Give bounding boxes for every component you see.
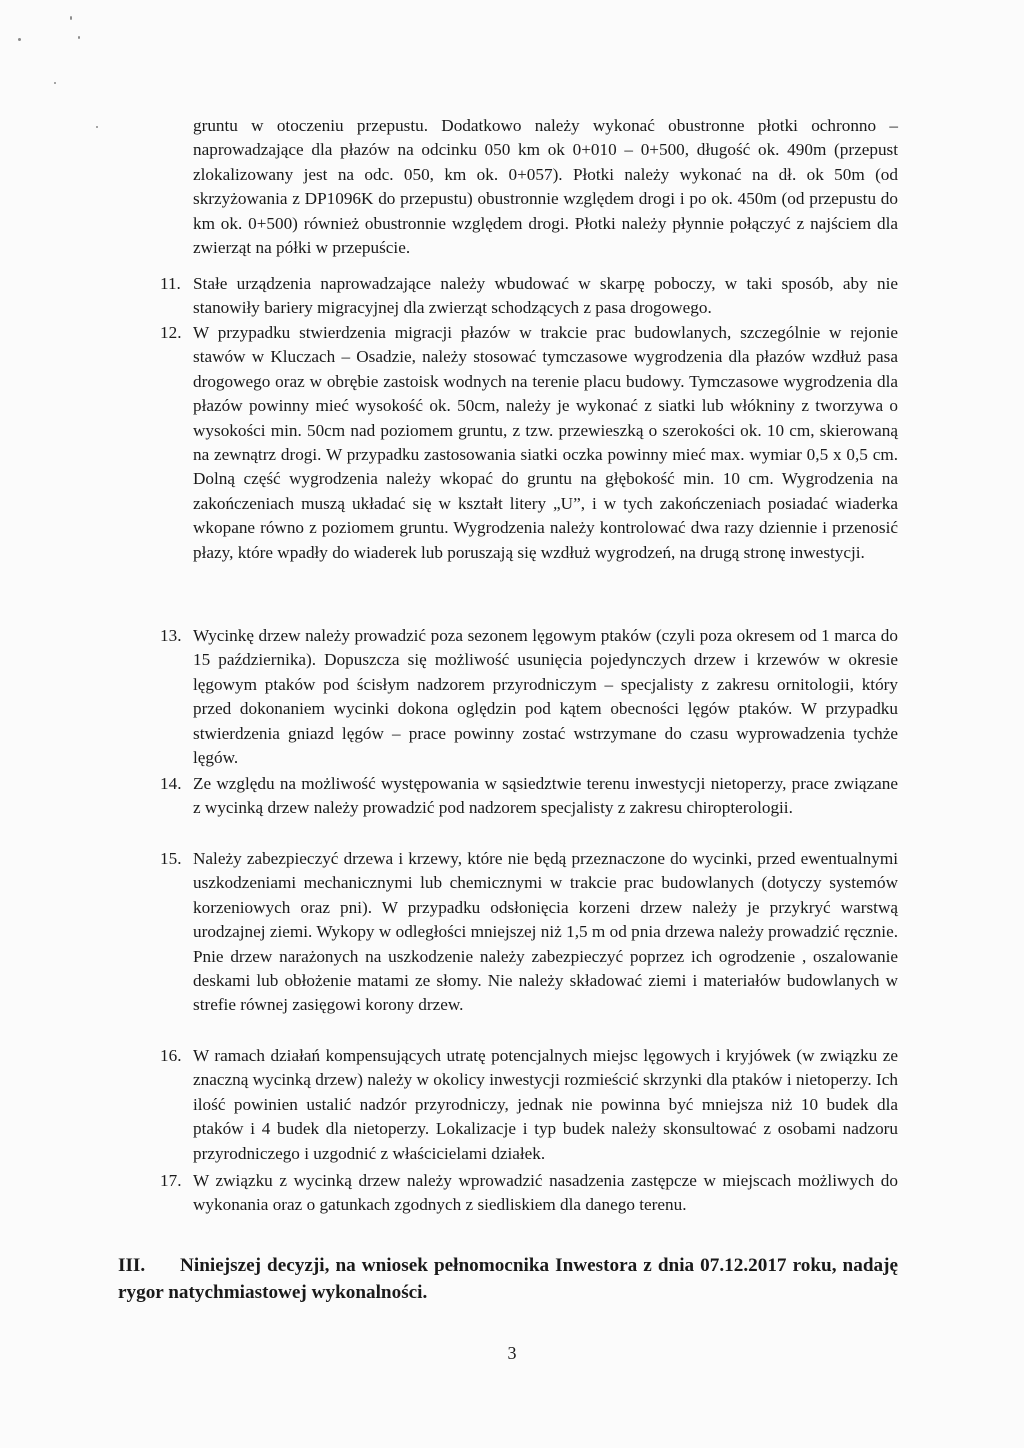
list-item-text: W przypadku stwierdzenia migracji płazów w trakcie prac budowlanych, szczególnie w rejonie stawów w Kluczach – Osadzie, należy stosować tymczasowe wygrodzenia dla płazów wzdłuż pasa drogowego oraz w obrębie zastoisk wodnych na terenie placu budowy. Tymczasowe wygrodzenia dla płazów powinny mieć wysokość ok. 50cm, należy je wykonać z siatki lub włókniny z tworzywa o wysokości min. 50cm nad poziomem gruntu, z tzw. przewieszką o szerokości ok. 10 cm, skierowaną na zewnątrz drogi. W przypadku zastosowania siatki oczka powinny mieć max. wymiar 0,5 x 0,5 cm. Dolną część wygrodzenia należy wkopać do gruntu na głębokość min. 10 cm. Wygrodzenia na zakończeniach muszą układać się w kształt litery „U”, i w tych zakończeniach posiadać wiaderka wkopane równo z poziomem gruntu. Wygrodzenia należy kontrolować dwa razy dziennie i przenosić płazy, które wpadły do wiaderek lub poruszają się wzdłuż wygrodzeń, na drugą stronę inwestycji. <box>193 323 898 562</box>
list-item-number: 15. <box>160 849 182 868</box>
list-item-number: 16. <box>160 1046 182 1065</box>
list-item-number: 11. <box>160 274 181 293</box>
page-number: 3 <box>507 1343 517 1363</box>
list-item-16 <box>160 1044 898 1166</box>
section-roman-numeral: III. <box>118 1255 146 1276</box>
list-item-14 <box>160 772 898 821</box>
list-item-number: 14. <box>160 774 182 793</box>
list-item-number: 12. <box>160 323 182 342</box>
list-item-12 <box>160 321 898 565</box>
list-item-13 <box>160 624 898 770</box>
list-item-number: 17. <box>160 1171 182 1190</box>
list-item-text: Ze względu na możliwość występowania w sąsiedztwie terenu inwestycji nietoperzy, prace związane z wycinką drzew należy prowadzić pod nadzorem specjalisty z zakresu chiropterologii. <box>193 774 898 818</box>
list-item-17 <box>160 1169 898 1218</box>
list-item-text: Stałe urządzenia naprowadzające należy wbudować w skarpę poboczy, w taki sposób, aby nie stanowiły bariery migracyjnej dla zwierząt schodzących z pasa drogowego. <box>193 274 898 318</box>
list-item-text: Wycinkę drzew należy prowadzić poza sezonem lęgowym ptaków (czyli poza okresem od 1 marca do 15 października). Dopuszcza się możliwość usunięcia pojedynczych drzew i krzewów w okresie lęgowym ptaków pod ścisłym nadzorem przyrodniczym – specjalisty z zakresu ornitologii, który przed dokonaniem wycinki dokona oględzin pod kątem obecności lęgów ptaków. W przypadku stwierdzenia gniazd lęgów – prace powinny zostać wstrzymane do czasu wyprowadzenia tychże lęgów. <box>193 626 898 768</box>
list-item-text: W ramach działań kompensujących utratę potencjalnych miejsc lęgowych i kryjówek (w związku ze znaczną wycinką drzew) należy w okolicy inwestycji rozmieścić skrzynki dla ptaków i nietoperzy. Ich ilość powinien ustalić nadzór przyrodniczy, jednak nie powinna być mniejsza niż 10 budek dla ptaków i 4 budek dla nietoperzy. Lokalizacje i typ budek należy skonsultować z osobami nadzoru przyrodniczego i uzgodnić z właścicielami działek. <box>193 1046 898 1163</box>
list-item-15 <box>160 847 898 1018</box>
section-iii <box>118 1252 898 1306</box>
list-item-number: 13. <box>160 626 182 645</box>
list-item-text: W związku z wycinką drzew należy wprowadzić nasadzenia zastępcze w miejscach możliwych do wykonania oraz o gatunkach zgodnych z siedliskiem dla danego terenu. <box>193 1171 898 1215</box>
intro-paragraph: gruntu w otoczeniu przepustu. Dodatkowo należy wykonać obustronne płotki ochronno – naprowadzające dla płazów na odcinku 050 km ok 0+010 – 0+500, długość ok. 490m (przepust zlokalizowany jest na odc. 050, km ok. 0+057). Płotki należy wykonać na dł. ok 50m (od skrzyżowania z DP1096K do przepustu) obustronnie względem drogi i po ok. 450m (od przepustu do km ok. 0+500) również obustronnie względem drogi. Płotki należy płynnie połączyć z najściem dla zwierząt na półki w przepuście. <box>193 116 898 258</box>
section-iii-text: Niniejszej decyzji, na wniosek pełnomocnika Inwestora z dnia 07.12.2017 roku, nadaję rygor natychmiastowej wykonalności. <box>118 1255 898 1303</box>
list-item-text: Należy zabezpieczyć drzewa i krzewy, które nie będą przeznaczone do wycinki, przed ewentualnymi uszkodzeniami mechanicznymi lub chemicznymi w trakcie prac budowlanych (dotyczy systemów korzeniowych oraz pni). W przypadku odsłonięcia korzeni drzew należy je przykryć warstwą urodzajnej ziemi. Wykopy w odległości mniejszej niż 1,5 m od pnia drzewa należy prowadzić ręcznie. Pnie drzew narażonych na uszkodzenie należy zabezpieczyć poprzez ich ogrodzenie , oszalowanie deskami lub obłożenie matami ze słomy. Nie należy składować ziemi i materiałów budowlanych w strefie równej zasięgowi korony drzew. <box>193 849 898 1015</box>
list-item-11 <box>160 272 898 321</box>
